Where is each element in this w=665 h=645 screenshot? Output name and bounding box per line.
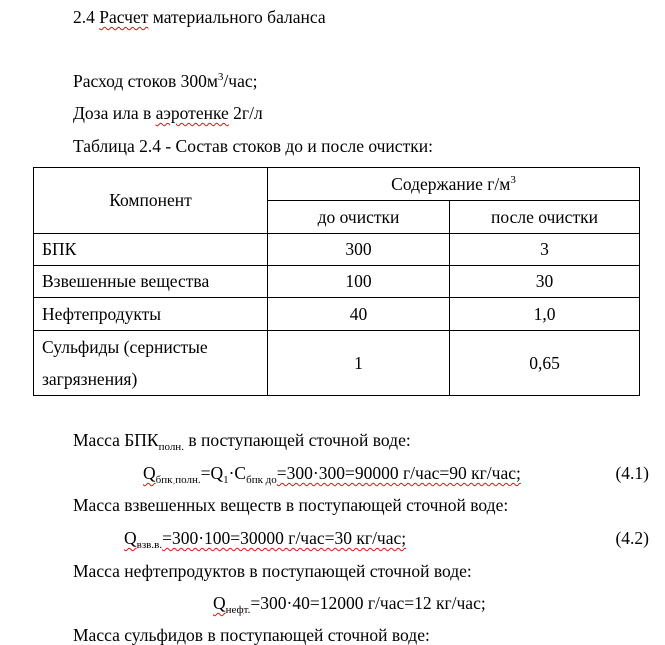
row-after: 3	[450, 234, 640, 266]
composition-table	[33, 167, 640, 396]
eq2-q-sub: взв.в.	[136, 539, 163, 551]
eq1-q-letter: Q	[143, 463, 156, 483]
mass-sulfides-line: Масса сульфидов в поступающей сточной воде:	[73, 625, 430, 645]
sludge-dose-line	[73, 103, 263, 123]
row-name	[34, 331, 268, 396]
mass-oil-line: Масса нефтепродуктов в поступающей сточной воде:	[73, 561, 472, 581]
row-name: БПК	[34, 234, 268, 266]
eq1-q1: =Q	[200, 463, 224, 483]
row-name-line1: Сульфиды (сернистые	[42, 337, 208, 357]
header-after: после очистки	[450, 201, 640, 234]
row-name-line2: загрязнения)	[42, 369, 138, 389]
row-after: 1,0	[450, 298, 640, 331]
row-after: 30	[450, 266, 640, 298]
flow-rate-line	[73, 71, 257, 91]
table-row	[34, 234, 640, 266]
section-title	[73, 7, 326, 27]
eq3-q-letter: Q	[213, 593, 226, 613]
eq1-q	[143, 463, 201, 486]
equation-number: (4.1)	[615, 463, 649, 483]
row-after: 0,65	[450, 331, 640, 396]
eq2-q	[124, 528, 163, 551]
table-row	[34, 266, 640, 298]
equation-4-3	[213, 593, 486, 616]
row-before: 40	[268, 298, 450, 331]
flow-rate-text: Расход стоков 300м	[73, 71, 218, 91]
table-row	[34, 331, 640, 396]
spellcheck-word: Расчет	[99, 7, 149, 27]
mass-bpk-line	[73, 430, 411, 453]
table-row	[34, 298, 640, 331]
row-name: Взвешенные вещества	[34, 266, 268, 298]
row-before: 1	[268, 331, 450, 396]
mass-suspended-line: Масса взвешенных веществ в поступающей сточной воде:	[73, 495, 509, 515]
dose-value: 2г/л	[228, 103, 263, 123]
eq1-c: ·С	[228, 463, 247, 483]
dose-text: Доза ила в	[73, 103, 156, 123]
eq3-q-sub: нефт.	[225, 604, 251, 616]
flow-rate-sup: 3	[217, 71, 224, 83]
row-before: 100	[268, 266, 450, 298]
equation-4-1	[143, 463, 521, 486]
eq2-result: =300·100=30000 г/час=30 кг/час;	[162, 528, 407, 548]
spellcheck-word: аэротенке	[155, 103, 229, 123]
equation-number: (4.2)	[615, 528, 649, 548]
equation-4-2	[124, 528, 407, 551]
eq1-q-sub: бпк полн.	[155, 474, 201, 486]
eq3-result: =300·40=12000 г/час=12 кг/час;	[250, 593, 486, 613]
eq1-c-sub: бпк до	[246, 474, 277, 486]
eq2-q-letter: Q	[124, 528, 137, 548]
header-content-text: Содержание г/м	[391, 173, 511, 194]
section-number: 2.4	[73, 7, 100, 27]
section-title-text: материального баланса	[148, 7, 326, 27]
flow-rate-unit: /час;	[223, 71, 258, 91]
row-before: 300	[268, 234, 450, 266]
row-name: Нефтепродукты	[34, 298, 268, 331]
header-content-sup: 3	[510, 173, 516, 186]
eq1-result: =300·300=90000 г/час=90 кг/час;	[276, 463, 521, 483]
mass-bpk-text-rest: в поступающей сточной воде:	[183, 430, 411, 450]
header-content	[268, 168, 640, 201]
header-component: Компонент	[34, 168, 268, 234]
mass-bpk-text: Масса БПК	[73, 430, 159, 450]
header-before: до очистки	[268, 201, 450, 234]
eq1-q1-sub: 1	[223, 474, 229, 486]
eq3-q	[213, 593, 251, 616]
mass-bpk-sub: полн.	[158, 441, 184, 453]
table-caption: Таблица 2.4 - Состав стоков до и после очистки:	[73, 136, 433, 156]
